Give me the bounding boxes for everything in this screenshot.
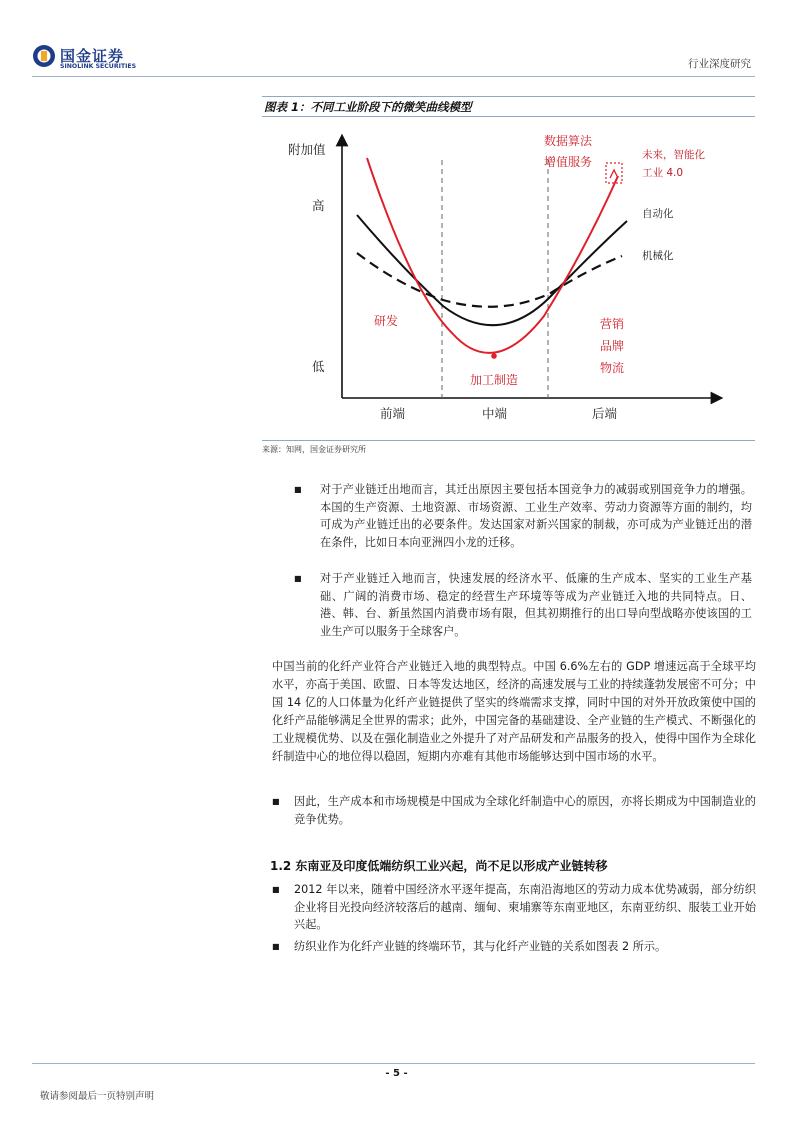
main-paragraph: 中国当前的化纤产业符合产业链迁入地的典型特点。中国 6.6%左右的 GDP 增速远高于全球平均水平，亦高于美国、欧盟、日本等发达地区，经济的高速发展与工业的持续蓬勃发展密不可分；中国 14 亿的人口体量为化纤产业链提供了坚实的终端需求支撑，同时中国的对外开放政策使中国的化纤产品能够满足全世界的需求；此外，中国完备的基础建设、全产业链的生产模式、不断强化的工业规模优势、以及在强化制造业之外提升了对产品研发和产品服务的投入，使得中国作为全球化纤制造中心的地位得以稳固，短期内亦难有其他市场能够达到中国市场的水平。	[272, 660, 756, 763]
company-logo	[32, 44, 148, 74]
x-category-back: 后端	[592, 406, 618, 421]
bullet-conclusion-text: 因此，生产成本和市场规模是中国成为全球化纤制造中心的原因，亦将长期成为中国制造业的竞争优势。	[294, 795, 756, 826]
series-label-mechanization: 机械化	[642, 250, 674, 262]
bullet-textile-relation	[272, 938, 756, 956]
figure-title: 图表 1：不同工业阶段下的微笑曲线模型	[264, 100, 472, 114]
section-heading: 1.2 东南亚及印度低端纺织工业兴起，尚不足以形成产业链转移	[270, 859, 608, 873]
bullet-square-icon: ■	[294, 485, 302, 494]
series-label-automation: 自动化	[642, 208, 674, 220]
x-category-middle: 中端	[482, 406, 508, 421]
series-automation-curve	[357, 215, 627, 325]
y-axis-label: 附加值	[288, 142, 326, 157]
future-curve-min-point	[491, 353, 497, 359]
figure-title-bar	[262, 96, 755, 117]
y-tick-high: 高	[312, 198, 325, 213]
page-number: - 5 -	[385, 1068, 408, 1079]
bullet-textile-relation-text: 纺织业作为化纤产业链的终端环节，其与化纤产业链的关系如图表 2 所示。	[294, 940, 667, 953]
series-future-curve	[367, 158, 618, 353]
x-category-front: 前端	[380, 406, 406, 421]
bullet-square-icon: ■	[272, 942, 280, 951]
series-label-future-line2: 工业 4.0	[642, 167, 684, 179]
figure-bottom-divider	[262, 440, 755, 441]
bullet-outflow-text: 对于产业链迁出地而言，其迁出原因主要包括本国竞争力的减弱或别国竞争力的增强。本国的生产资源、土地资源、市场资源、工业生产效率、劳动力资源等方面的制约，均可成为产业链迁出的必要条件。发达国家对新兴国家的制裁，亦可成为产业链迁出的潜在条件，比如日本向亚洲四小龙的迁移。	[320, 483, 752, 549]
upgrade-arrow-icon	[606, 163, 622, 183]
bullet-conclusion	[272, 793, 756, 828]
logo-english-text: SINOLINK SECURITIES	[60, 63, 137, 70]
bullet-inflow	[294, 570, 752, 640]
label-logistics: 物流	[600, 361, 625, 375]
footer-divider	[32, 1063, 755, 1064]
bullet-sea-textile	[272, 881, 756, 934]
bullet-square-icon: ■	[272, 797, 280, 806]
header-divider	[32, 76, 755, 77]
disclaimer-note: 敬请参阅最后一页特别声明	[40, 1091, 155, 1102]
label-manufacturing: 加工制造	[470, 373, 519, 387]
bullet-sea-textile-text: 2012 年以来，随着中国经济水平逐年提高，东南沿海地区的劳动力成本优势减弱，部分纺织企业将目光投向经济较落后的越南、缅甸、柬埔寨等东南亚地区，东南亚纺织、服装工业开始兴起。	[294, 883, 756, 931]
label-brand: 品牌	[600, 339, 625, 353]
bullet-square-icon: ■	[272, 885, 280, 894]
bullet-inflow-text: 对于产业链迁入地而言，快速发展的经济水平、低廉的生产成本、坚实的工业生产基础、广阔的消费市场、稳定的经营生产环境等等成为产业链迁入地的共同特点。日、港、韩、台、新虽然国内消费市场有限，但其初期推行的出口导向型战略亦使该国的工业生产可以服务于全球客户。	[320, 572, 752, 638]
figure-source: 来源：知网，国金证券研究所	[262, 445, 366, 454]
label-rnd: 研发	[374, 314, 399, 328]
label-value-added-service: 增值服务	[544, 155, 593, 169]
smile-curve-chart	[262, 118, 755, 438]
logo-chinese-text: 国金证券	[60, 47, 125, 65]
label-data-algorithm: 数据算法	[544, 134, 593, 148]
label-marketing: 营销	[600, 317, 625, 331]
logo-mark-icon	[32, 44, 56, 68]
bullet-square-icon: ■	[294, 574, 302, 583]
series-label-future-line1: 未来，智能化	[642, 149, 705, 161]
report-category: 行业深度研究	[688, 58, 751, 70]
bullet-outflow	[294, 481, 752, 551]
y-tick-low: 低	[312, 359, 325, 374]
